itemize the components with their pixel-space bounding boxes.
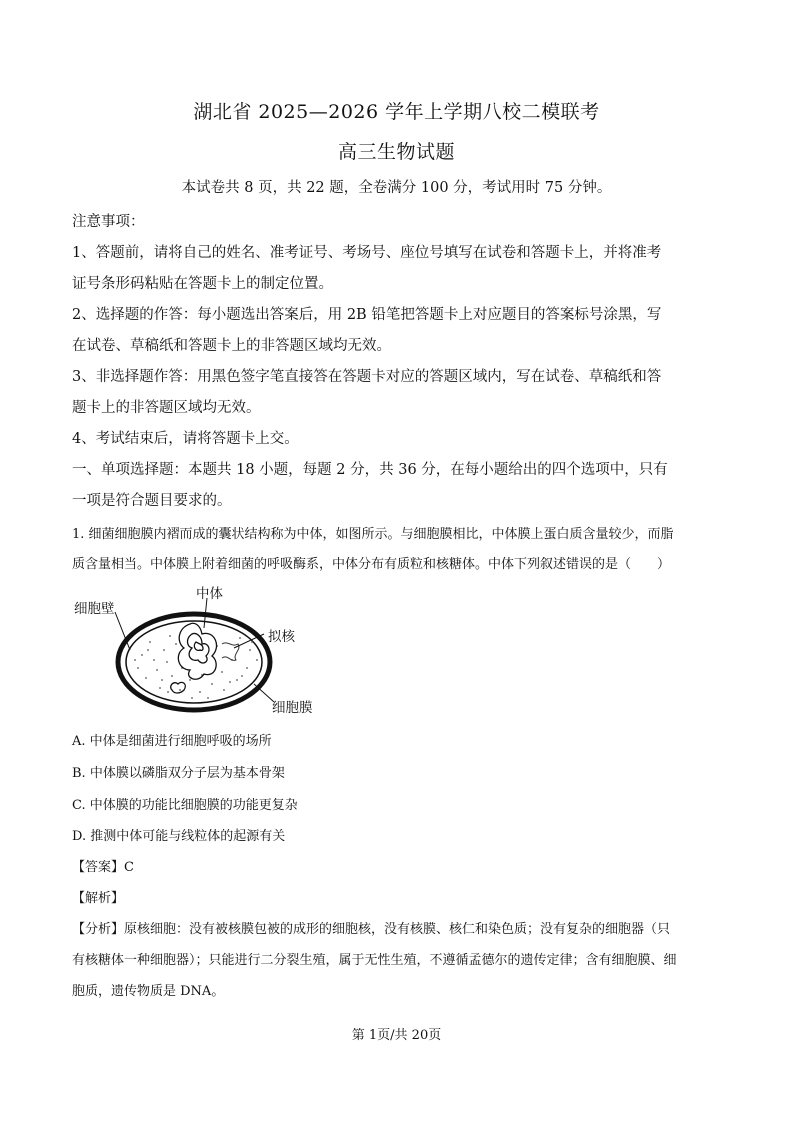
label-mesosome: 中体 <box>196 586 223 602</box>
question-1-stem-line-2: 质含量相当。中体膜上附着细菌的呼吸酶系，中体分布有质粒和核糖体。中体下列叙述错误的是（ ） <box>72 557 671 572</box>
note-3-line-1: 3、非选择题作答：用黑色签字笔直接答在答题卡对应的答题区域内，写在试卷、草稿纸和答 <box>72 369 662 385</box>
notes-heading: 注意事项： <box>72 214 145 230</box>
exam-title: 湖北省 2025—2026 学年上学期八校二模联考 <box>193 101 600 123</box>
section-heading-line-1: 一、单项选择题：本题共 18 小题，每题 2 分，共 36 分，在每小题给出的四个选项中，只有 <box>72 462 668 478</box>
option-d: D. 推测中体可能与线粒体的起源有关 <box>72 829 286 844</box>
page-number: 第 1页/共 20页 <box>351 1028 442 1043</box>
note-4-line-1: 4、考试结束后，请将答题卡上交。 <box>72 431 299 447</box>
exam-subtitle: 高三生物试题 <box>337 141 455 163</box>
note-3-line-2: 题卡上的非答题区域均无效。 <box>72 400 261 416</box>
note-2-line-1: 2、选择题的作答：每小题选出答案后，用 2B 铅笔把答题卡上对应题目的答案标号涂黑，写 <box>72 307 662 323</box>
section-heading-line-2: 一项是符合题目要求的。 <box>72 493 232 509</box>
label-cell-membrane: 细胞膜 <box>272 700 313 716</box>
analysis-line-3: 胞质，遗传物质是 DNA。 <box>72 984 225 999</box>
note-1-line-1: 1、答题前，请将自己的姓名、准考证号、考场号、座位号填写在试卷和答题卡上，并将准考 <box>72 245 662 261</box>
analysis-line-1: 【分析】原核细胞：没有被核膜包被的成形的细胞核，没有核膜、核仁和染色质；没有复杂的细胞器（只 <box>72 922 671 937</box>
exam-info: 本试卷共 8 页，共 22 题，全卷满分 100 分，考试用时 75 分钟。 <box>181 180 612 196</box>
bacteria-figure <box>72 580 342 720</box>
option-c: C. 中体膜的功能比细胞膜的功能更复杂 <box>72 798 298 813</box>
label-nucleoid: 拟核 <box>268 629 295 645</box>
option-b: B. 中体膜以磷脂双分子层为基本骨架 <box>72 766 285 781</box>
answer-line: 【答案】C <box>72 860 134 875</box>
note-2-line-2: 在试卷、草稿纸和答题卡上的非答题区域均无效。 <box>72 338 391 354</box>
label-cell-wall: 细胞壁 <box>74 601 115 617</box>
note-1-line-2: 证号条形码粘贴在答题卡上的制定位置。 <box>72 276 333 292</box>
analysis-line-2: 有核糖体一种细胞器）；只能进行二分裂生殖，属于无性生殖，不遵循孟德尔的遗传定律；含有细胞膜、细 <box>72 953 677 968</box>
option-a: A. 中体是细菌进行细胞呼吸的场所 <box>72 734 272 749</box>
question-1-stem-line-1: 1. 细菌细胞膜内褶而成的囊状结构称为中体，如图所示。与细胞膜相比，中体膜上蛋白质含量较少，而脂 <box>72 527 674 542</box>
analysis-heading: 【解析】 <box>72 891 125 906</box>
